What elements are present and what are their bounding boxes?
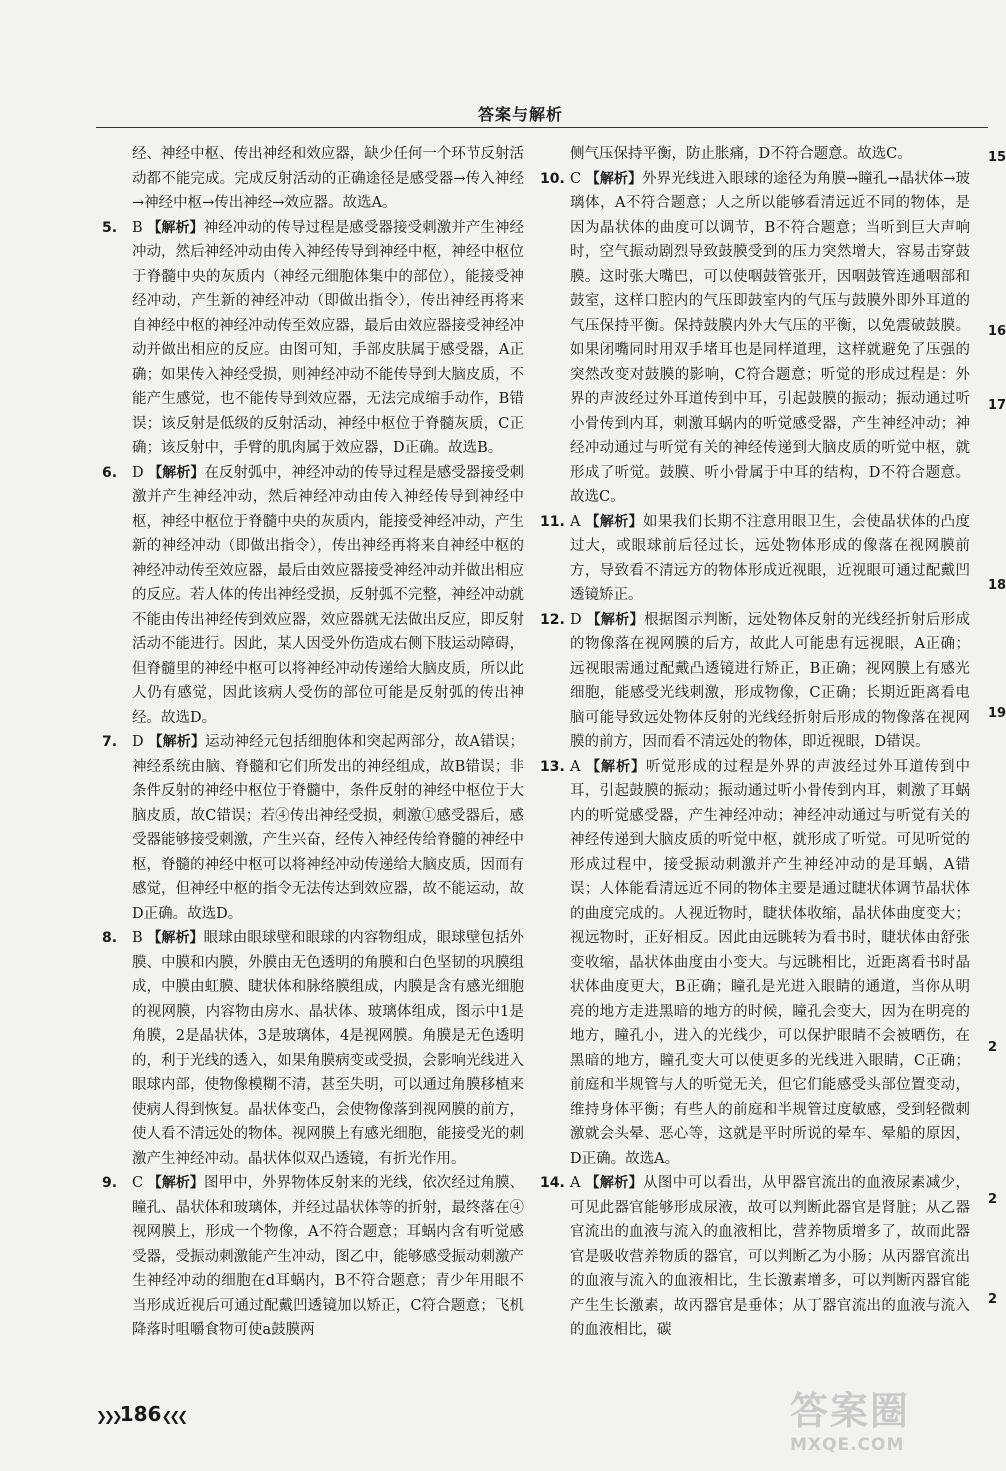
item-tag: 【解析】 [148, 734, 206, 750]
answer-item-6 [102, 461, 524, 731]
answer-item-10 [540, 167, 970, 510]
item-number: 5. [102, 219, 118, 236]
item-text: 神经冲动的传导过程是感受器接受刺激并产生神经冲动，然后神经冲动由传入神经传导到神经中枢，神经中枢位于脊髓中央的灰质内（神经元细胞体集中的部位），能接受神经冲动，产生新的神经冲动（即做出指令），传出神经再将来自神经中枢的神经冲动传至效应器，最后由效应器接受神经冲动并做出相应的反应。由图可知，手部皮肤属于感受器，A正确；如果传入神经受损，则神经冲动不能传导到大脑皮质，不能产生感觉，也不能传导到效应器，无法完成缩手动作，B错误；该反射是低级的反射活动，神经中枢位于脊髓灰质，C正确；该反射中，手臂的肌肉属于效应器，D正确。故选B。 [132, 219, 525, 456]
header-title: 答案与解析 [478, 105, 564, 124]
item-text: 从图中可以看出，从甲器官流出的血液尿素减少，可见此器官能够形成尿液，故可以判断此器官是肾脏；从乙器官流出的血液与流入的血液相比，营养物质增多了，故而此器官是吸收营养物质的器官，可以判断乙为小肠；从丙器官流出的血液与流入的血液相比，生长激素增多，可以判断丙器官能产生生长激素，故丙器官是垂体；从丁器官流出的血液与流入的血液相比，碳 [570, 1175, 971, 1338]
page-number-right-arrows-icon: ❮❮❮ [161, 1410, 186, 1425]
item-number: 11. [540, 513, 565, 530]
item-number: 10. [540, 170, 565, 187]
item-answer: D [132, 734, 144, 750]
item-number: 12. [540, 611, 565, 628]
item-tag: 【解析】 [147, 930, 204, 946]
edge-number: 18 [988, 578, 1006, 593]
answer-item-7 [102, 730, 524, 926]
item-answer: C [132, 1175, 144, 1191]
right-column [540, 142, 970, 1343]
item-text: 眼球由眼球壁和眼球的内容物组成，眼球壁包括外膜、中膜和内膜，外膜由无色透明的角膜和白色坚韧的巩膜组成，中膜由虹膜、睫状体和脉络膜组成，内膜是含有感光细胞的视网膜，内容物由房水、晶状体、玻璃体组成，图示中1是角膜，2是晶状体，3是玻璃体，4是视网膜。角膜是无色透明的，利于光线的透入，如果角膜病变或受损，会影响光线进入眼球内部，使物像模糊不清，甚至失明，可以通过角膜移植来使病人得到恢复。晶状体变凸，会使物像落到视网膜的前方，使人看不清远处的物体。视网膜上有感光细胞，能接受光的刺激产生神经冲动。晶状体似双凸透镜，有折光作用。 [132, 930, 525, 1167]
continued-text: 侧气压保持平衡，防止胀痛，D不符合题意。故选C。 [570, 146, 912, 162]
watermark-line1: 答案圈 [790, 1389, 911, 1433]
edge-number: 15 [988, 150, 1006, 165]
item-tag: 【解析】 [148, 464, 205, 481]
page-number-left-arrows-icon: ❯❯❯ [96, 1410, 120, 1425]
edge-number: 17 [988, 398, 1006, 413]
watermark-logo [790, 1380, 995, 1466]
item-text: 听觉形成的过程是外界的声波经过外耳道传到中耳，引起鼓膜的振动；振动通过听小骨传到内耳，刺激了耳蜗内的听觉感受器，产生神经冲动；神经冲动通过与听觉有关的神经传递到大脑皮质的听觉中枢，就形成了听觉。可见听觉的形成过程中，接受振动刺激并产生神经冲动的是耳蜗，A错误；人体能看清远近不同的物体主要是通过睫状体调节晶状体的曲度完成的。人视近物时，睫状体收缩，晶状体曲度变大；视远物时，正好相反。因此由远眺转为看书时，睫状体由舒张变收缩，晶状体曲度由小变大。与远眺相比，近距离看书时晶状体曲度更大，B正确；瞳孔是光进入眼睛的通道，当你从明亮的地方走进黑暗的地方的时候，瞳孔会变大，因为在明亮的地方，瞳孔小，进入的光线少，可以保护眼睛不会被晒伤，在黑暗的地方，瞳孔变大可以使更多的光线进入眼睛，C正确；前庭和半规管与人的听觉无关，但它们能感受头部位置变动，维持身体平衡；有些人的前庭和半规管过度敏感，受到轻微刺激就会头晕、恶心等，这就是平时所说的晕车、晕船的原因，D正确。故选A。 [570, 758, 971, 1167]
item-text: 外界光线进入眼球的途径为角膜→瞳孔→晶状体→玻璃体，A不符合题意；人之所以能够看清远近不同的物体，是因为晶状体的曲度可以调节，B不符合题意；当听到巨大声响时，空气振动剧烈导致鼓膜受到的压力突然增大，容易击穿鼓膜。这时张大嘴巴，可以使咽鼓管张开，因咽鼓管连通咽部和鼓室，这样口腔内的气压即鼓室内的气压与鼓膜外即外耳道的气压保持平衡。保持鼓膜内外大气压的平衡，以免震破鼓膜。如果闭嘴同时用双手堵耳也是同样道理，这样就避免了压强的突然改变对鼓膜的影响，C符合题意；听觉的形成过程是：外界的声波经过外耳道传到中耳，引起鼓膜的振动；振动通过听小骨传到内耳，刺激耳蜗内的听觉感受器，产生神经冲动；神经冲动通过与听觉有关的神经传递到大脑皮质的听觉中枢，就形成了听觉。鼓膜、听小骨属于中耳的结构，D不符合题意。故选C。 [570, 170, 971, 505]
item-number: 14. [540, 1175, 565, 1191]
item-answer: B [132, 930, 143, 946]
edge-number: 2 [988, 1292, 998, 1307]
item-number: 6. [102, 464, 118, 481]
item-answer: D [132, 464, 144, 481]
edge-number: 2 [988, 1040, 998, 1055]
page-header [0, 98, 1000, 130]
answer-item-12 [540, 608, 970, 755]
item-text: 如果我们长期不注意用眼卫生，会使晶状体的凸度过大，或眼球前后径过长，远处物体形成的像落在视网膜前方，导致看不清远方的物体形成近视眼，近视眼可通过配戴凹透镜矫正。 [570, 513, 971, 603]
item-answer: B [132, 219, 143, 236]
item-answer: A [570, 513, 581, 530]
watermark-line2: MXQE.COM [790, 1435, 905, 1455]
left-column [102, 142, 524, 1343]
answer-item-5 [102, 216, 524, 461]
item-number: 7. [102, 734, 118, 750]
item-tag: 【解析】 [585, 513, 644, 530]
item-tag: 【解析】 [585, 170, 643, 187]
answer-item-11 [540, 510, 970, 608]
item-number: 13. [540, 758, 565, 775]
item-tag: 【解析】 [586, 758, 646, 775]
item-tag: 【解析】 [147, 219, 204, 236]
item-tag: 【解析】 [585, 1175, 644, 1191]
item-text: 图甲中，外界物体反射来的光线，依次经过角膜、瞳孔、晶状体和玻璃体，并经过晶状体等的折射，最终落在④视网膜上，形成一个物像，A不符合题意；耳蜗内含有听觉感受器，受振动刺激能产生冲动，图乙中，能够感受振动刺激产生神经冲动的细胞在d耳蜗内，B不符合题意；青少年用眼不当形成近视后可通过配戴凹透镜加以矫正，C符合题意；飞机降落时咀嚼食物可使a鼓膜两 [132, 1175, 525, 1338]
item-text: 运动神经元包括细胞体和突起两部分，故A错误；神经系统由脑、脊髓和它们所发出的神经组成，故B错误；非条件反射的神经中枢位于脊髓中，条件反射的神经中枢位于大脑皮质，故C错误；若④传出神经受损，刺激①感受器后，感受器能够接受刺激，产生兴奋，经传入神经传给脊髓的神经中枢，脊髓的神经中枢可以将神经冲动传递给大脑皮质，因而有感觉，但神经中枢的指令无法传达到效应器，故不能运动，故D正确。故选D。 [132, 734, 524, 922]
item-text: 根据图示判断，远处物体反射的光线经折射后形成的物像落在视网膜的后方，故此人可能患有远视眼，A正确；远视眼需通过配戴凸透镜进行矫正，B正确；视网膜上有感光细胞，能感受光线刺激，形成物像，C正确；长期近距离看电脑可能导致远处物体反射的光线经折射后形成的物像落在视网膜的前方，因而看不清远处的物体，即近视眼，D错误。 [570, 611, 971, 750]
item-tag: 【解析】 [586, 611, 644, 628]
item-tag: 【解析】 [147, 1175, 204, 1191]
header-rule [96, 127, 988, 128]
item-answer: A [570, 758, 581, 775]
edge-number: 19 [988, 706, 1006, 721]
item-number: 9. [102, 1175, 118, 1191]
answer-item-9 [102, 1171, 524, 1343]
answer-item-13 [540, 755, 970, 1172]
answer-item-8 [102, 926, 524, 1171]
item-number: 8. [102, 930, 118, 946]
edge-number: 16 [988, 324, 1006, 339]
answer-item-14 [540, 1171, 970, 1343]
page-number [96, 1402, 185, 1426]
continued-text: 经、神经中枢、传出神经和效应器，缺少任何一个环节反射活动都不能完成。完成反射活动的正确途径是感受器→传入神经→神经中枢→传出神经→效应器。故选A。 [132, 146, 524, 211]
page-number-value: 186 [119, 1402, 162, 1426]
item-answer: A [570, 1175, 581, 1191]
item-answer: C [570, 170, 582, 187]
item-text: 在反射弧中，神经冲动的传导过程是感受器接受刺激并产生神经冲动，然后神经冲动由传入神经传导到神经中枢，神经中枢位于脊髓中央的灰质内，能接受神经冲动，产生新的神经冲动（即做出指令），传出神经再将来自神经中枢的神经冲动传至效应器，最后由效应器接受神经冲动并做出相应的反应。若人体的传出神经受损，反射弧不完整，神经冲动就不能由传出神经传到效应器，效应器就无法做出反应，即反射活动不能进行。因此，某人因受外伤造成右侧下肢运动障碍，但脊髓里的神经中枢可以将神经冲动传递给大脑皮质，所以此人仍有感觉，因此该病人受伤的部位可能是反射弧的传出神经。故选D。 [132, 464, 525, 726]
edge-number: 2 [988, 1192, 998, 1207]
item-answer: D [570, 611, 582, 628]
